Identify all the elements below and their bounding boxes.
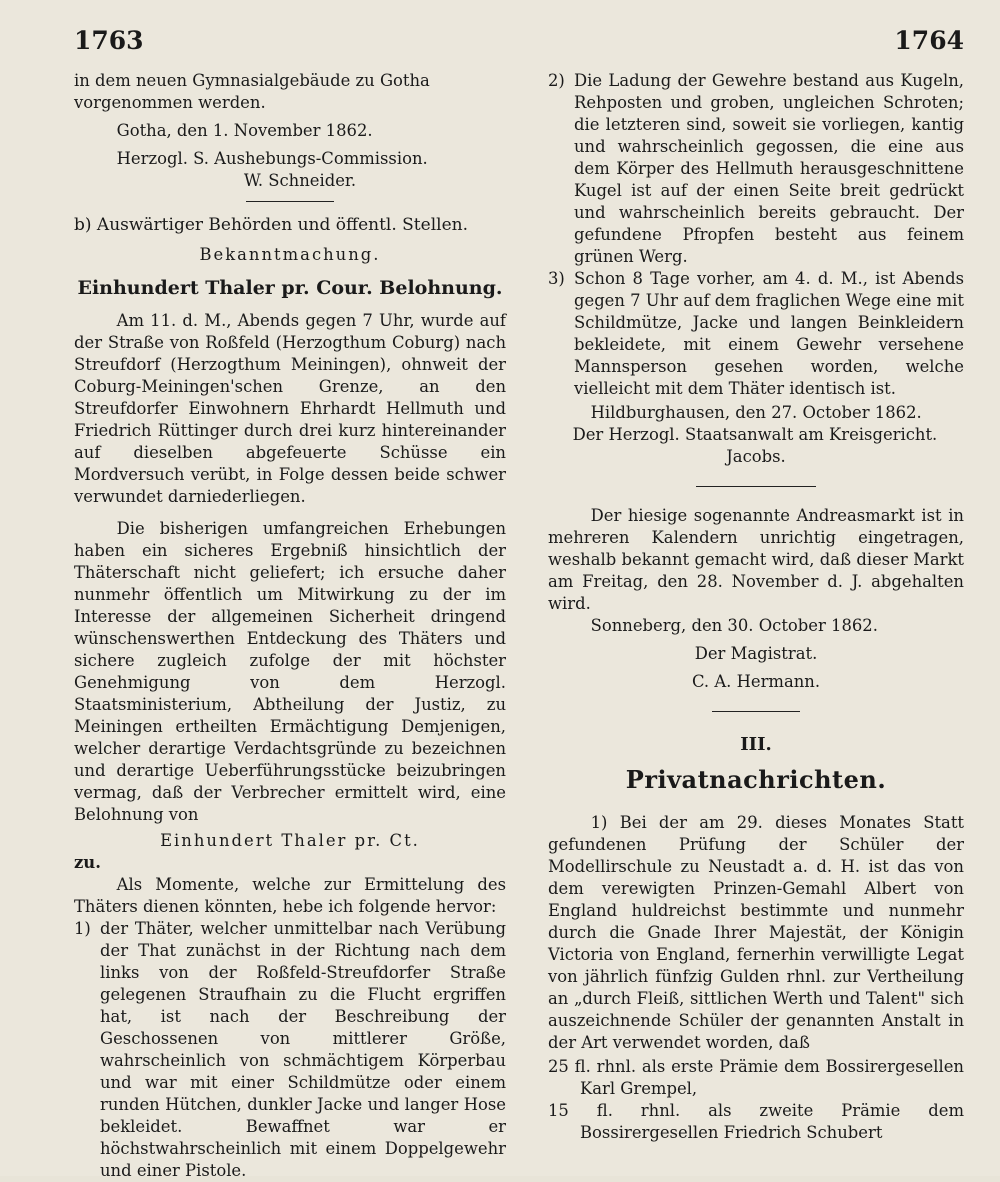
signer-jacobs: Jacobs. [726, 447, 786, 466]
list-number: 3) [548, 269, 565, 288]
place-date-sonneberg: Sonneberg, den 30. October 1862. [590, 616, 878, 635]
page-number-right: 1764 [894, 26, 964, 55]
section-heading-b: b) Auswärtiger Behörden und öffentl. Stellen. [74, 215, 468, 235]
list-text: Schon 8 Tage vorher, am 4. d. M., ist Abends gegen 7 Uhr auf dem fraglichen Wege eine mit Schildmütze, Jacke und langen Beinkleidern bekleidete, mit einem Gewehr versehene Mannsperson gesehen worden, welche vielleicht mit dem Thäter identisch ist. [574, 269, 964, 398]
list-text: der Thäter, welcher unmittelbar nach Verübung der That zunächst in der Richtung nach dem links von der Roßfeld-Streufdorfer Straße gelegenen Straufhain zu die Flucht ergriffen hat, ist nach der Beschreibung der Geschossenen von mittlerer Größe, wahrscheinlich von schmächtigem Körperbau und war mit einer Schildmütze oder einem runden Hütchen, dunkler Jacke und langer Hose bekleidet. Bewaffnet war er höchstwahrscheinlich mit einem Doppelgewehr und einer Pistole. [100, 919, 506, 1180]
paragraph-moments: Als Momente, welche zur Ermittelung des Thäters dienen könnten, hebe ich folgende hervor: [74, 875, 506, 916]
right-column [548, 70, 964, 1144]
signer: W. Schneider. [243, 171, 357, 190]
authority-staatsanwalt: Der Herzogl. Staatsanwalt am Kreisgericht. [572, 425, 938, 444]
list-number: 1) [74, 919, 91, 938]
paragraph-private: 1) Bei der am 29. dieses Monates Statt gefundenen Prüfung der Schüler der Modellirschule zu Neustadt a. d. H. ist das von dem verewigten Prinzen-Gemahl Albert von England huldreichst bestimmte und nunmehr durch die Gnade Ihrer Majestät, der Königin Victoria von England, fernerhin verwilligte Legat von jährlich fünfzig Gulden rhnl. zur Vertheilung an „durch Fleiß, sittlichen Werth und Talent" sich auszeichnende Schüler der genannten Anstalt in der Art verwendet worden, daß [548, 813, 964, 1052]
signer-hermann: C. A. Hermann. [691, 672, 821, 691]
divider [712, 711, 800, 712]
list-text: Die Ladung der Gewehre bestand aus Kugeln, Rehposten und groben, ungleichen Schroten; die letzteren sind, soweit sie vorliegen, kantig und wahrscheinlich gegossen, die eine aus dem Körper des Hellmuth herausgeschnittene Kugel ist auf der einen Seite breit gedrückt und wahrscheinlich bereits gebraucht. Der gefundene Pfropfen besteht aus feinem grünen Werg. [574, 71, 964, 266]
list-number: 2) [548, 71, 565, 90]
place-date: Gotha, den 1. November 1862. [116, 121, 373, 140]
list-item-3 [548, 268, 964, 400]
authority-magistrat: Der Magistrat. [694, 644, 818, 663]
section-number: III. [740, 734, 772, 755]
divider [696, 486, 816, 487]
section-title: Privatnachrichten. [625, 765, 887, 794]
place-date-hildburghausen: Hildburghausen, den 27. October 1862. [590, 403, 922, 422]
reward-heading: Einhundert Thaler pr. Cour. Belohnung. [77, 277, 503, 299]
prize-line-1: 25 fl. rhnl. als erste Prämie dem Bossirergesellen Karl Grempel, [548, 1057, 964, 1098]
list-item-1 [74, 918, 506, 1182]
page-number-left: 1763 [74, 26, 144, 55]
paragraph-market: Der hiesige sogenannte Andreasmarkt ist in mehreren Kalendern unrichtig eingetragen, weshalb bekannt gemacht wird, daß dieser Markt am Freitag, den 28. November d. J. abgehalten wird. [548, 506, 964, 613]
intro-line-2: vorgenommen werden. [74, 93, 266, 112]
intro-line-1: in dem neuen Gymnasialgebäude zu Gotha [74, 71, 430, 90]
zu-word: zu. [74, 853, 101, 872]
paragraph-incident: Am 11. d. M., Abends gegen 7 Uhr, wurde auf der Straße von Roßfeld (Herzogthum Coburg) nach Streufdorf (Herzogthum Meiningen), ohnweit der Coburg-Meiningen'schen Grenze, an den Streufdorfer Einwohnern Ehrhardt Hellmuth und Friedrich Rüttinger durch drei kurz hintereinander auf dieselben abgefeuerte Schüsse ein Mordversuch verübt, in Folge dessen beide schwer verwundet darniederliegen. [74, 311, 506, 506]
reward-amount: Einhundert Thaler pr. Ct. [160, 831, 420, 850]
prize-line-2: 15 fl. rhnl. als zweite Prämie dem Bossirergesellen Friedrich Schubert [548, 1101, 964, 1142]
left-column [74, 70, 506, 1182]
divider [246, 201, 334, 202]
list-item-2 [548, 70, 964, 268]
announcement-heading: Bekanntmachung. [199, 245, 381, 264]
authority: Herzogl. S. Aushebungs-Commission. [116, 149, 428, 168]
paragraph-appeal: Die bisherigen umfangreichen Erhebungen haben ein sicheres Ergebniß hinsichtlich der Thäterschaft nicht geliefert; ich ersuche daher nunmehr öffentlich um Mitwirkung zu der im Interesse der allgemeinen Sicherheit dringend wünschenswerthen Entdeckung des Thäters und sichere zugleich zufolge der mit höchster Genehmigung von dem Herzogl. Staatsministerium, Abtheilung der Justiz, zu Meiningen ertheilten Ermächtigung Demjenigen, welcher derartige Verdachtsgründe zu bezeichnen und derartige Ueberführungsstücke beizubringen vermag, daß der Verbrecher ermittelt wird, eine Belohnung von [74, 519, 506, 824]
